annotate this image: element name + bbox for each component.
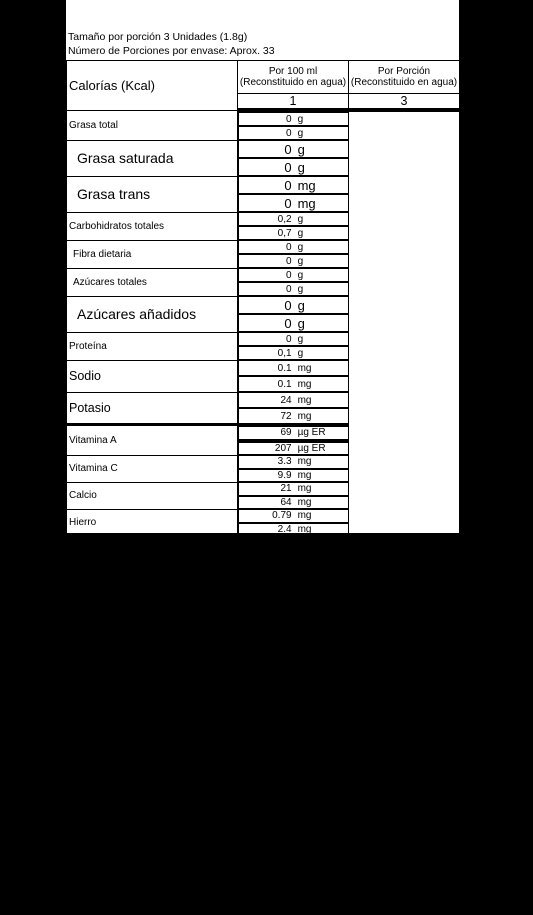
value-number: 0 — [284, 315, 292, 331]
col-per-100ml-sub: (Reconstituido en agua) — [239, 77, 347, 88]
col-per-serving-header — [349, 61, 460, 94]
value-unit: mg — [297, 577, 312, 589]
nutrient-name: Proteína — [67, 332, 238, 360]
value-number: 54 — [280, 712, 292, 724]
value-number: 4.90 — [272, 645, 292, 657]
nutrient-name: Vitamina A — [67, 424, 238, 455]
value-number: 9.2 — [277, 753, 292, 765]
nutrient-row — [67, 176, 460, 212]
nutrient-value — [238, 806, 349, 820]
nutrient-value — [238, 820, 349, 834]
vitamin-row — [67, 644, 460, 671]
value-unit: µg ER — [297, 442, 326, 454]
value-number: 0 — [286, 333, 292, 345]
nutrient-value — [238, 766, 349, 780]
nutrient-name: Vitamina B1 — [67, 590, 238, 617]
value-number: 0.20 — [272, 834, 292, 846]
value-unit: mg — [297, 483, 312, 495]
nutrient-row — [67, 332, 460, 360]
value-unit: g — [297, 227, 304, 239]
value-number: 150 — [274, 550, 292, 562]
value-number: 0.1 — [277, 362, 292, 374]
value-unit: mg — [297, 410, 312, 422]
value-unit: g — [297, 269, 304, 281]
nutrient-value — [238, 901, 349, 915]
value-unit: g — [297, 241, 304, 253]
nutrient-name: Grasa trans — [67, 176, 238, 212]
nutrient-name: Vitamina D — [67, 536, 238, 563]
value-unit: g — [297, 347, 304, 359]
nutrition-facts-label — [64, 0, 461, 913]
nutrient-value — [238, 158, 349, 176]
value-number: 207 — [274, 442, 292, 454]
value-number: 0.79 — [272, 510, 292, 522]
value-number: 9.9 — [277, 469, 292, 481]
nutrient-name: Yodo — [67, 752, 238, 779]
value-number: 0 — [286, 113, 292, 125]
value-number: 0 — [284, 141, 292, 157]
vitamin-row — [67, 482, 460, 509]
calories-label: Calorías (Kcal) — [67, 61, 238, 111]
value-unit: mg — [297, 591, 312, 603]
value-unit: g — [297, 255, 304, 267]
value-number: 0,1 — [277, 347, 292, 359]
nutrient-name: Niacina — [67, 644, 238, 671]
value-number: 0 — [286, 269, 292, 281]
servings-per-container: Número de Porciones por envase: Aprox. 33 — [68, 45, 275, 57]
vitamin-row — [67, 671, 460, 698]
value-number: 2.4 — [277, 523, 292, 535]
value-number: 18 — [280, 699, 292, 711]
value-number: 0,2 — [277, 213, 292, 225]
nutrient-value — [238, 194, 349, 212]
vitamin-row — [67, 455, 460, 482]
vitamin-row — [67, 590, 460, 617]
nutrient-name: Fibra dietaria — [67, 240, 238, 268]
nutrient-value — [238, 685, 349, 699]
nutrient-value — [238, 523, 349, 537]
nutrient-row — [67, 240, 460, 268]
vitamin-row — [67, 509, 460, 536]
value-unit: g — [297, 333, 304, 345]
nutrient-value — [238, 604, 349, 618]
nutrient-value — [238, 440, 349, 456]
nutrient-name: Selenio — [67, 860, 238, 887]
nutrient-name: Azúcares totales — [67, 268, 238, 296]
value-number: 0.18 — [272, 631, 292, 643]
value-unit: mg — [297, 177, 316, 193]
nutrient-row — [67, 360, 460, 392]
value-unit: g — [297, 127, 304, 139]
value-number: 15 — [280, 658, 292, 670]
vitamin-row — [67, 779, 460, 806]
value-number: 0.36 — [272, 564, 292, 576]
nutrient-value — [238, 392, 349, 408]
nutrient-value — [238, 254, 349, 268]
vitamin-row — [67, 806, 460, 833]
vitamin-row — [67, 860, 460, 887]
nutrient-name: Carbohidratos totales — [67, 212, 238, 240]
value-unit: µg — [297, 874, 309, 886]
value-unit: µg — [297, 766, 309, 778]
nutrient-value — [238, 455, 349, 469]
nutrient-value — [238, 550, 349, 564]
value-number: 11 — [281, 780, 292, 792]
value-unit: mg — [297, 645, 312, 657]
value-number: 69 — [280, 427, 292, 439]
value-number: 0,7 — [277, 227, 292, 239]
nutrient-value — [238, 860, 349, 874]
value-unit: mg — [297, 780, 312, 792]
value-number: 0.36 — [272, 739, 292, 751]
serving-size: Tamaño por porción 3 Unidades (1.8g) — [68, 31, 248, 43]
nutrient-value — [238, 469, 349, 483]
nutrient-value — [238, 671, 349, 685]
calories-per-100ml: 1 — [238, 94, 349, 111]
value-unit: mg — [297, 793, 312, 805]
value-number: 0.18 — [272, 604, 292, 616]
value-unit: µg — [297, 739, 309, 751]
vitamin-row — [67, 833, 460, 860]
value-number: 21 — [280, 483, 292, 495]
nutrient-value — [238, 346, 349, 360]
value-unit: mg — [297, 564, 312, 576]
nutrient-name: Vitamina B2 — [67, 617, 238, 644]
nutrient-value — [238, 332, 349, 346]
value-unit: µg — [297, 753, 309, 765]
vitamin-row — [67, 752, 460, 779]
value-unit: g — [297, 213, 304, 225]
nutrient-value — [238, 112, 349, 126]
value-unit: mg — [297, 510, 312, 522]
nutrient-value — [238, 563, 349, 577]
nutrient-name: Grasa total — [67, 110, 238, 140]
nutrient-value — [238, 658, 349, 672]
nutrient-value — [238, 268, 349, 282]
nutrient-name: Potasio — [67, 392, 238, 424]
value-number: 1.1 — [277, 577, 292, 589]
value-number: 32 — [280, 793, 292, 805]
vitamin-row — [67, 563, 460, 590]
value-number: 24 — [280, 394, 292, 406]
value-number: 0 — [284, 297, 292, 313]
vitamin-row — [67, 887, 460, 914]
value-unit: mg — [297, 394, 312, 406]
nutrient-row — [67, 392, 460, 424]
value-number: 0.06 — [272, 591, 292, 603]
nutrient-value — [238, 752, 349, 766]
nutrient-value — [238, 240, 349, 254]
nutrient-name: Acido Folico — [67, 698, 238, 725]
value-unit: mg — [297, 820, 312, 832]
value-number: 0 — [284, 195, 292, 211]
nutrient-value — [238, 577, 349, 591]
value-unit: mg — [297, 834, 312, 846]
nutrient-name: Hierro — [67, 509, 238, 536]
nutrient-value — [238, 126, 349, 140]
value-unit: µg — [297, 861, 309, 873]
value-unit: mg — [297, 469, 312, 481]
value-unit: µg — [297, 888, 309, 900]
nutrient-value — [238, 176, 349, 194]
col-per-serving-title: Por Porción — [377, 66, 431, 77]
value-number: 0 — [284, 159, 292, 175]
nutrient-name: Calcio — [67, 482, 238, 509]
nutrient-value — [238, 496, 349, 510]
vitamin-row — [67, 698, 460, 725]
nutrient-name: Magnesio — [67, 779, 238, 806]
value-number: 72 — [280, 410, 292, 422]
nutrient-value — [238, 847, 349, 861]
value-unit: mg — [297, 523, 312, 535]
value-unit: mg — [297, 378, 312, 390]
nutrient-row — [67, 296, 460, 332]
nutrient-value — [238, 793, 349, 807]
value-number: 0 — [286, 127, 292, 139]
value-number: 12 — [280, 888, 292, 900]
nutrient-name: Grasa saturada — [67, 140, 238, 176]
value-number: 0.59 — [272, 847, 292, 859]
nutrient-name: Sodio — [67, 360, 238, 392]
nutrient-row — [67, 212, 460, 240]
value-number: 0.12 — [272, 726, 292, 738]
value-number: 28 — [280, 766, 292, 778]
nutrient-value — [238, 779, 349, 793]
nutrient-value — [238, 482, 349, 496]
nutrient-value — [238, 712, 349, 726]
value-unit: µg — [297, 712, 309, 724]
nutrient-value — [238, 360, 349, 376]
nutrient-value — [238, 631, 349, 645]
value-number: 3.3 — [277, 456, 292, 468]
nutrient-value — [238, 617, 349, 631]
value-unit: mg — [297, 362, 312, 374]
value-number: 0 — [286, 241, 292, 253]
value-unit: mg — [297, 618, 312, 630]
value-unit: UI — [297, 550, 308, 562]
value-number: 64 — [280, 496, 292, 508]
nutrient-name: Azúcares añadidos — [67, 296, 238, 332]
nutrient-value — [238, 590, 349, 604]
nutrient-row — [67, 268, 460, 296]
value-unit: µg ER — [297, 427, 326, 439]
col-per-100ml-title: Por 100 ml — [268, 66, 318, 77]
nutrient-value — [238, 408, 349, 424]
nutrient-row — [67, 110, 460, 140]
nutrient-value — [238, 376, 349, 392]
nutrient-name: Acido pantotenico — [67, 833, 238, 860]
value-unit: mg — [297, 685, 312, 697]
value-unit: mg — [297, 631, 312, 643]
col-per-100ml-header — [238, 61, 349, 94]
nutrient-name: Vitamina E — [67, 563, 238, 590]
vitamin-row — [67, 725, 460, 752]
value-number: 5.5 — [277, 861, 292, 873]
nutrient-value — [238, 509, 349, 523]
nutrient-row — [67, 140, 460, 176]
vitamin-row — [67, 617, 460, 644]
nutrient-name: Vitamina B12 — [67, 725, 238, 752]
value-number: 0.46 — [272, 807, 292, 819]
value-unit: g — [297, 315, 305, 331]
value-number: 0.06 — [272, 672, 292, 684]
nutrient-name: Vitamina B6 — [67, 671, 238, 698]
value-number: 50 — [280, 537, 292, 549]
value-number: 0 — [286, 255, 292, 267]
nutrient-value — [238, 140, 349, 158]
value-number: 1.4 — [277, 820, 292, 832]
nutrient-value — [238, 644, 349, 658]
value-unit: mg — [297, 807, 312, 819]
nutrient-name: Zinc — [67, 806, 238, 833]
value-unit: µg — [297, 726, 309, 738]
calories-header-row — [67, 61, 460, 94]
nutrient-value — [238, 282, 349, 296]
nutrient-value — [238, 698, 349, 712]
vitamin-row — [67, 424, 460, 455]
value-unit: mg — [297, 195, 316, 211]
value-unit: mg — [297, 658, 312, 670]
nutrition-table — [66, 60, 460, 915]
nutrient-value — [238, 212, 349, 226]
nutrient-name: Biotina — [67, 887, 238, 914]
nutrient-value — [238, 725, 349, 739]
nutrient-name: Vitamina C — [67, 455, 238, 482]
value-number: 0.1 — [277, 378, 292, 390]
value-unit: µg — [297, 699, 309, 711]
value-number: 16 — [280, 874, 292, 886]
nutrient-value — [238, 739, 349, 753]
nutrient-value — [238, 424, 349, 440]
value-unit: mg — [297, 604, 312, 616]
col-per-serving-sub: (Reconstituido en agua) — [350, 77, 458, 88]
value-number: 0 — [284, 177, 292, 193]
value-number: 36 — [280, 901, 292, 913]
value-unit: UI — [297, 537, 308, 549]
value-unit: mg — [297, 496, 312, 508]
value-unit: µg — [297, 901, 309, 913]
value-unit: g — [297, 113, 304, 125]
value-unit: mg — [297, 672, 312, 684]
nutrient-value — [238, 833, 349, 847]
calories-per-serving: 3 — [349, 94, 460, 111]
value-number: 0 — [286, 283, 292, 295]
value-unit: mg — [297, 456, 312, 468]
value-unit: g — [297, 283, 304, 295]
vitamin-row — [67, 536, 460, 563]
nutrient-value — [238, 314, 349, 332]
value-number: 0.18 — [272, 685, 292, 697]
value-unit: g — [297, 297, 305, 313]
value-unit: g — [297, 141, 305, 157]
value-unit: mg — [297, 847, 312, 859]
nutrient-value — [238, 887, 349, 901]
nutrient-value — [238, 874, 349, 888]
nutrient-value — [238, 296, 349, 314]
value-number: 0.06 — [272, 618, 292, 630]
value-unit: g — [297, 159, 305, 175]
nutrient-value — [238, 536, 349, 550]
nutrient-value — [238, 226, 349, 240]
